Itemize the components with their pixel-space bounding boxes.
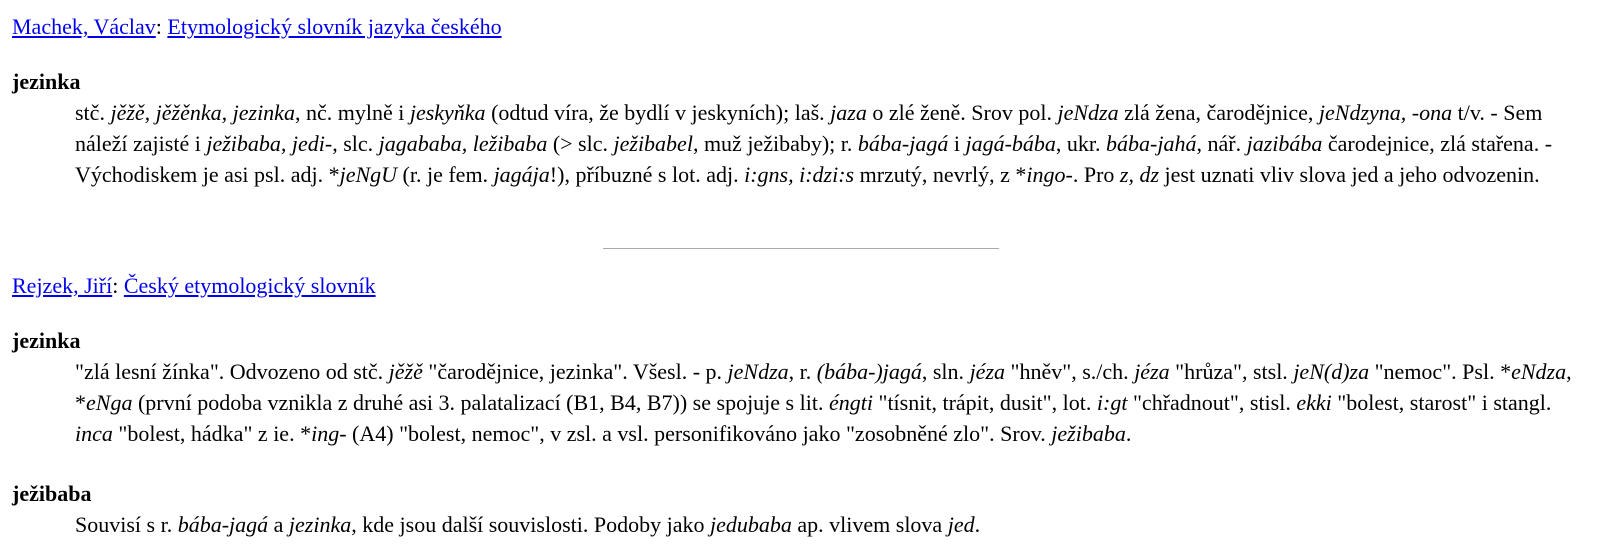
- definition-text: "hněv", s./ch.: [1005, 359, 1135, 384]
- definition-text: .: [974, 512, 981, 537]
- definition-text: "bolest, hádka" z ie. *: [112, 421, 312, 446]
- italic-term: jěžě: [388, 359, 423, 384]
- definition-text: , kde jsou další souvislosti. Podoby jako: [351, 512, 710, 537]
- definition-text: o zlé ženě. Srov pol.: [866, 100, 1058, 125]
- italic-term: i:gns, i:dzi:s: [744, 162, 855, 187]
- definition-text: jest uznati vliv slova jed a jeho odvozenin.: [1159, 162, 1540, 187]
- definition-text: (první podoba vznikla z druhé asi 3. palatalizací (B1, B4, B7)) se spojuje s lit.: [132, 390, 829, 415]
- italic-term: jeNgU: [339, 162, 398, 187]
- definition-text: , *: [75, 359, 1572, 415]
- definition-text: stč.: [75, 100, 111, 125]
- source-separator: :: [155, 14, 168, 39]
- definition-text: .: [1125, 421, 1132, 446]
- definition-text: i: [948, 131, 966, 156]
- italic-term: ježibaba, jedi-: [206, 131, 333, 156]
- italic-term: eNga: [86, 390, 133, 415]
- headword-jezibaba: ježibaba: [12, 481, 92, 506]
- headword-jezinka-rejzek: jezinka: [12, 328, 81, 353]
- dictionary-link-machek[interactable]: Etymologický slovník jazyka českého: [167, 14, 502, 39]
- italic-term: z, dz: [1119, 162, 1160, 187]
- definition-text: zlá žena, čarodějnice,: [1118, 100, 1319, 125]
- dictionary-link-rejzek[interactable]: Český etymologický slovník: [123, 273, 376, 298]
- definition-text: "nemoc". Psl. *: [1369, 359, 1512, 384]
- italic-term: jed: [947, 512, 975, 537]
- definition-text: ap. vlivem slova: [791, 512, 948, 537]
- definition-jezinka-rejzek: [75, 356, 1590, 449]
- italic-term: inca: [75, 421, 113, 446]
- definition-text: a: [268, 512, 289, 537]
- definition-text: , nč. mylně i: [294, 100, 410, 125]
- italic-term: jéza: [1134, 359, 1170, 384]
- definition-text: . Pro: [1072, 162, 1120, 187]
- italic-term: jeNdza: [727, 359, 789, 384]
- italic-term: jaza: [830, 100, 867, 125]
- italic-term: jeN(d)za: [1293, 359, 1370, 384]
- definition-text: "čarodějnice, jezinka". Všesl. - p.: [422, 359, 728, 384]
- italic-term: bába-jagá: [177, 512, 269, 537]
- italic-term: jěžě, jěžěnka, jezinka: [110, 100, 295, 125]
- definition-text: "zlá lesní žínka". Odvozeno od stč.: [75, 359, 389, 384]
- italic-term: jeskyňka: [409, 100, 486, 125]
- definition-text: (r. je fem.: [397, 162, 494, 187]
- definition-text: Souvisí s r.: [75, 512, 178, 537]
- author-link-machek[interactable]: Machek, Václav: [12, 14, 156, 39]
- author-link-rejzek[interactable]: Rejzek, Jiří: [12, 273, 113, 298]
- italic-term: ježibabel: [613, 131, 693, 156]
- italic-term: éngti: [828, 390, 873, 415]
- italic-term: jedubaba: [710, 512, 792, 537]
- italic-term: bába-jagá: [857, 131, 949, 156]
- definition-text: (odtud víra, že bydlí v jeskyních); laš.: [485, 100, 831, 125]
- definition-text: , slc.: [332, 131, 379, 156]
- italic-term: jeNdzyna, -ona: [1318, 100, 1453, 125]
- italic-term: ekki: [1296, 390, 1332, 415]
- definition-text: "bolest, starost" i stangl.: [1331, 390, 1552, 415]
- definition-text: mrzutý, nevrlý, z *: [854, 162, 1027, 187]
- italic-term: bába-jahá: [1106, 131, 1197, 156]
- italic-term: ingo-: [1026, 162, 1073, 187]
- definition-text: čarodejnice, zlá stařena. - Východiskem je asi psl. adj. *: [75, 131, 1553, 187]
- headword-jezinka-machek: jezinka: [12, 69, 81, 94]
- definition-text: , sln.: [921, 359, 970, 384]
- definition-text: (A4) "bolest, nemoc", v zsl. a vsl. personifikováno jako "zosobněné zlo". Srov.: [346, 421, 1052, 446]
- section-divider: [603, 248, 999, 249]
- definition-text: , r.: [788, 359, 817, 384]
- definition-text: "tísnit, trápit, dusit", lot.: [872, 390, 1097, 415]
- source-line-rejzek: [12, 270, 376, 301]
- source-separator: :: [112, 273, 124, 298]
- definition-text: , nář.: [1196, 131, 1247, 156]
- definition-text: (> slc.: [547, 131, 614, 156]
- italic-term: jéza: [969, 359, 1006, 384]
- italic-term: jagababa, ležibaba: [378, 131, 548, 156]
- italic-term: jagája: [493, 162, 550, 187]
- definition-jezinka-machek: [75, 97, 1590, 190]
- definition-text: , muž ježibaby); r.: [692, 131, 858, 156]
- definition-text: "chřadnout", stisl.: [1127, 390, 1297, 415]
- italic-term: jagá-bába: [965, 131, 1056, 156]
- italic-term: i:gt: [1096, 390, 1128, 415]
- definition-text: "hrůza", stsl.: [1169, 359, 1294, 384]
- italic-term: jazibába: [1246, 131, 1323, 156]
- definition-text: !), příbuzné s lot. adj.: [549, 162, 745, 187]
- italic-term: jeNdza: [1057, 100, 1119, 125]
- definition-jezibaba: [75, 509, 1590, 540]
- italic-term: jezinka: [288, 512, 352, 537]
- italic-term: ing-: [311, 421, 347, 446]
- italic-term: (bába-)jagá: [816, 359, 922, 384]
- italic-term: ježibaba: [1051, 421, 1126, 446]
- italic-term: eNdza: [1511, 359, 1567, 384]
- definition-text: , ukr.: [1055, 131, 1107, 156]
- source-line-machek: [12, 11, 502, 42]
- definition-text: t/v. - Sem náleží zajisté i: [75, 100, 1543, 156]
